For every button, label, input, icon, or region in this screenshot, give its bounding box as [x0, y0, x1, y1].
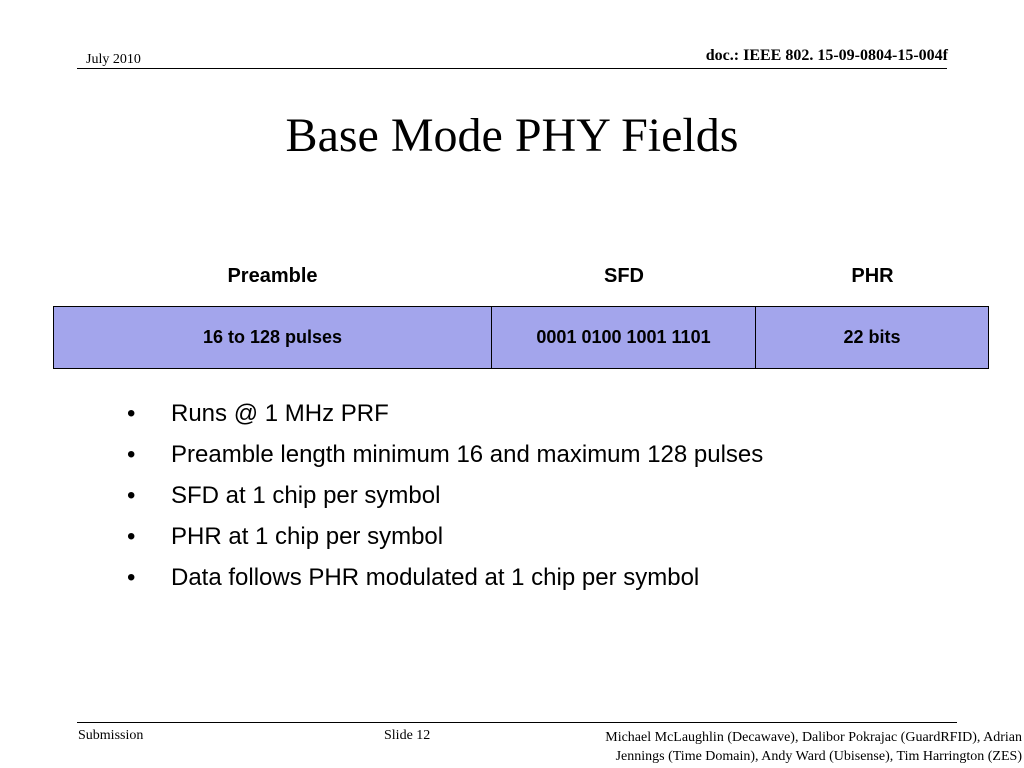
- bullet-dot-icon: •: [127, 523, 136, 550]
- field-cell-sfd: 0001 0100 1001 1101: [492, 306, 756, 369]
- bullet-item: [127, 437, 763, 478]
- bullet-item: [127, 478, 763, 519]
- bullet-dot-icon: •: [127, 564, 136, 591]
- header-date: July 2010: [86, 52, 141, 67]
- footer-submission: Submission: [78, 728, 144, 743]
- bullet-text: Data follows PHR modulated at 1 chip per symbol: [171, 564, 700, 591]
- bullet-dot-icon: •: [127, 441, 136, 468]
- footer-divider: [77, 722, 957, 723]
- slide-title: Base Mode PHY Fields: [285, 109, 739, 162]
- footer-slide-number: Slide 12: [384, 728, 431, 743]
- field-label-preamble: Preamble: [227, 265, 318, 287]
- header-divider: [77, 68, 947, 69]
- footer-authors: [502, 728, 1022, 766]
- footer-authors-line-2: Jennings (Time Domain), Andy Ward (Ubisense), Tim Harrington (ZES): [615, 749, 1022, 764]
- bullet-item: [127, 396, 763, 437]
- bullet-dot-icon: •: [127, 400, 136, 427]
- field-cell-phr: 22 bits: [756, 306, 989, 369]
- bullet-item: [127, 560, 763, 601]
- footer-authors-line-1: Michael McLaughlin (Decawave), Dalibor Pokrajac (GuardRFID), Adrian: [605, 730, 1022, 745]
- bullet-text: Preamble length minimum 16 and maximum 128 pulses: [171, 441, 764, 468]
- bullet-list: [127, 396, 763, 601]
- phy-frame-diagram: [53, 306, 989, 369]
- field-label-sfd: SFD: [604, 265, 644, 287]
- bullet-dot-icon: •: [127, 482, 136, 509]
- bullet-text: SFD at 1 chip per symbol: [171, 482, 441, 509]
- bullet-text: PHR at 1 chip per symbol: [171, 523, 444, 550]
- field-label-phr: PHR: [851, 265, 894, 287]
- header-doc-id: doc.: IEEE 802. 15-09-0804-15-004f: [705, 47, 948, 64]
- bullet-item: [127, 519, 763, 560]
- field-cell-preamble: 16 to 128 pulses: [53, 306, 492, 369]
- bullet-text: Runs @ 1 MHz PRF: [171, 400, 389, 427]
